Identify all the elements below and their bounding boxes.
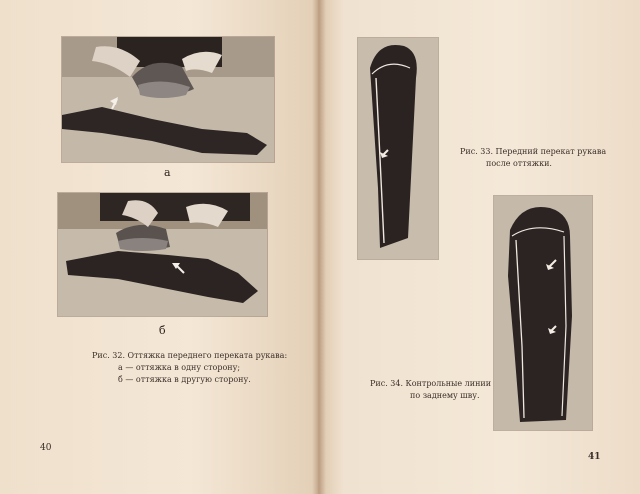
book-gutter (312, 0, 326, 494)
figure-32-caption-line2: а — оттяжка в одну сторону; (118, 363, 241, 372)
figure-34-photo (494, 196, 592, 430)
sleeve-back-seam-image (494, 196, 592, 430)
figure-33-caption-line2: после оттяжки. (486, 159, 552, 168)
figure-32b-label: б (159, 324, 166, 337)
right-page (318, 0, 640, 494)
figure-32-caption-line1: Рис. 32. Оттяжка переднего переката рукава: (92, 351, 288, 360)
figure-33-caption-line1: Рис. 33. Передний перекат рукава (460, 147, 607, 156)
figure-34-caption-line2: по заднему шву. (410, 391, 480, 400)
page-number-left: 40 (40, 443, 52, 453)
ironing-sleeve-image-b (58, 193, 267, 316)
ironing-sleeve-image-a (62, 37, 274, 162)
figure-32a-label: а (164, 166, 171, 179)
left-page (0, 0, 318, 494)
figure-32b-photo (58, 193, 267, 316)
page-number-right: 41 (588, 452, 601, 462)
figure-32a-photo (62, 37, 274, 162)
figure-32-caption-line3: б — оттяжка в другую сторону. (118, 375, 251, 384)
figure-34-caption-line1: Рис. 34. Контрольные линии (370, 379, 492, 388)
figure-33-photo (358, 38, 438, 259)
sleeve-front-image (358, 38, 438, 259)
